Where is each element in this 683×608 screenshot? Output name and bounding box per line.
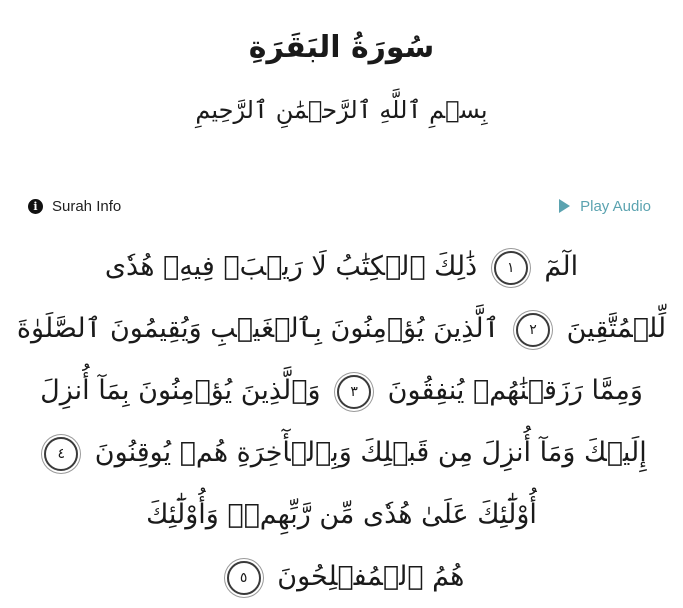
surah-actions-bar: [28, 194, 651, 218]
verse-text[interactable]: لِّلۡمُتَّقِينَ: [566, 313, 667, 344]
mushaf-line: [0, 360, 683, 422]
verse-text[interactable]: أُوْلَٰٓئِكَ عَلَىٰ هُدٗى مِّن رَّبِّهِمۡۖ وَأُوْلَٰٓئِكَ: [146, 499, 537, 530]
ayah-number-marker[interactable]: ٥: [227, 561, 261, 595]
ayah-number-marker[interactable]: ٢: [516, 313, 550, 347]
mushaf-line: [0, 546, 683, 608]
ayah-number-marker[interactable]: ٣: [337, 375, 371, 409]
surah-info-label: Surah Info: [52, 197, 122, 215]
info-circle-icon: i: [28, 199, 43, 214]
mushaf-line: [0, 484, 683, 546]
mushaf-page: [0, 236, 683, 608]
play-audio-button[interactable]: [559, 198, 651, 215]
surah-header: [0, 22, 683, 132]
verse-text[interactable]: وَٱلَّذِينَ يُؤۡمِنُونَ بِمَآ أُنزِلَ: [40, 375, 321, 406]
mushaf-line: [0, 298, 683, 360]
play-audio-label: Play Audio: [580, 197, 651, 215]
surah-info-button[interactable]: [28, 198, 121, 215]
bismillah: بِسۡمِ ٱللَّهِ ٱلرَّحۡمَٰنِ ٱلرَّحِيمِ: [195, 96, 488, 124]
verse-text[interactable]: هُمُ ٱلۡمُفۡلِحُونَ: [277, 561, 465, 592]
verse-text[interactable]: الٓمٓ: [544, 251, 579, 282]
play-triangle-icon: [559, 199, 570, 213]
mushaf-line: [0, 422, 683, 484]
surah-name: سُورَةُ البَقَرَةِ: [248, 30, 435, 65]
verse-text[interactable]: ٱلَّذِينَ يُؤۡمِنُونَ بِٱلۡغَيۡبِ وَيُقِيمُونَ ٱلصَّلَوٰةَ: [16, 313, 500, 344]
ayah-number-marker[interactable]: ١: [494, 251, 528, 285]
ayah-number-marker[interactable]: ٤: [44, 437, 78, 471]
verse-text[interactable]: ذَٰلِكَ ٱلۡكِتَٰبُ لَا رَيۡبَۛ فِيهِۛ هُدٗى: [104, 251, 478, 282]
verse-text[interactable]: إِلَيۡكَ وَمَآ أُنزِلَ مِن قَبۡلِكَ وَبِٱلۡأٓخِرَةِ هُمۡ يُوقِنُونَ: [94, 437, 647, 468]
verse-text[interactable]: وَمِمَّا رَزَقۡنَٰهُمۡ يُنفِقُونَ: [387, 375, 643, 406]
mushaf-line: [0, 236, 683, 298]
